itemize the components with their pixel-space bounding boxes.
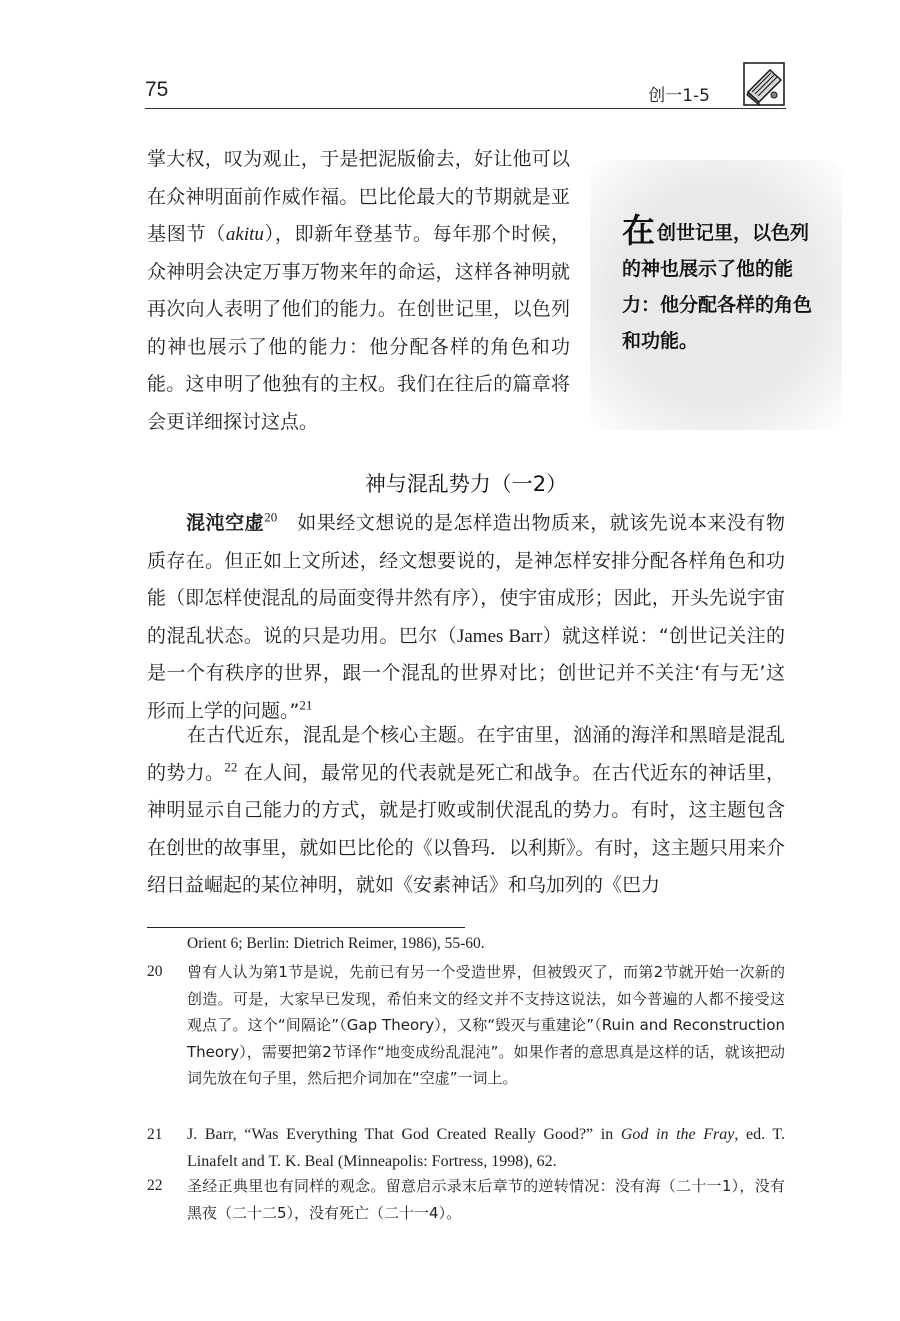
lead-term: 混沌空虚: [186, 512, 265, 534]
page-number: 75: [145, 78, 169, 101]
footnote-continuation: Orient 6; Berlin: Dietrich Reimer, 1986), 55-60.: [187, 935, 485, 952]
footnote-ref-21: 21: [299, 697, 313, 713]
section-heading: 神与混乱势力（一2）: [364, 472, 568, 496]
footnote-rule: [147, 927, 465, 928]
header-rule: [145, 108, 786, 109]
intro-paragraph: 掌大权，叹为观止，于是把泥版偷去，好让他可以在众神明面前作威作福。巴比伦最大的节期就是亚基图节（akitu），即新年登基节。每年那个时候，众神明会决定万事万物来年的命运，这样各神明就再次向人表明了他们的能力。在创世记里，以色列的神也展示了他的能力：他分配各样的角色和功能。这申明了他独有的主权。我们在往后的篇章将会更详细探讨这点。: [147, 148, 570, 433]
footnote-22: [147, 1173, 785, 1226]
section-paragraph-2: 在古代近东，混乱是个核心主题。在宇宙里，汹涌的海洋和黑暗是混乱的势力。$^{22}$ 在人间，最常见的代表就是死亡和战争。在古代近东的神话里，神明显示自己能力的方式，就是打败或制伏混乱的势力。有时，这主题包含在创世的故事里，就如巴比伦的《以鲁玛．以利斯》。有时，这主题只用来介绍日益崛起的某位神明，就如《安素神话》和乌加列的《巴力: [147, 724, 785, 896]
footnote-number: 22: [147, 1177, 163, 1194]
footnote-text: 曾有人认为第1节是说，先前已有另一个受造世界，但被毁灭了，而第2节就开始一次新的创造。可是，大家早已发现，希伯来文的经文并不支持这说法，如今普遍的人都不接受这观点了。这个“间隔论”（Gap Theory），又称“毁灭与重建论”（Ruin and Reconstruction Theory），需要把第2节译作“地变成纷乱混沌”。如果作者的意思真是这样的话，就该把动词先放在句子里，然后把介词加在“空虚”一词上。: [187, 963, 785, 1087]
chapter-reference: 创一1-5: [648, 86, 710, 106]
open-scroll-book-icon: [743, 62, 785, 106]
pull-quote: 在创世记里，以色列的神也展示了他的能力：他分配各样的角色和功能。: [622, 211, 813, 352]
pull-quote-dropcap: 在: [622, 211, 655, 250]
footnote-number: 20: [147, 963, 163, 980]
footnote-21: [147, 1122, 785, 1175]
footnote-number: 21: [147, 1126, 163, 1143]
footnote-20: [147, 959, 785, 1092]
footnote-text: 圣经正典里也有同样的观念。留意启示录末后章节的逆转情况：没有海（二十一1），没有黑夜（二十二5），没有死亡（二十一4）。: [187, 1177, 785, 1222]
section-paragraph-1: 混沌空虚$^{20}$ 如果经文想说的是怎样造出物质来，就该先说本来没有物质存在。但正如上文所述，经文想要说的，是神怎样安排分配各样角色和功能（即怎样使混乱的局面变得井然有序），使宇宙成形；因此，开头先说宇宙的混乱状态。说的只是功用。巴尔（James Barr）就这样说：“创世记关注的是一个有秩序的世界，跟一个混乱的世界对比；创世记并不关注‘有与无’这形而上学的问题。”$^{21}$: [147, 509, 785, 722]
footnote-ref-22: 22: [224, 759, 238, 775]
footnote-ref-20: 20: [264, 509, 278, 525]
footnote-text: J. Barr, “Was Everything That God Created Really Good?” in God in the Fray, ed. T. Linafelt and T. K. Beal (Minneapolis: Fortress, 1998), 62.: [187, 1126, 785, 1170]
